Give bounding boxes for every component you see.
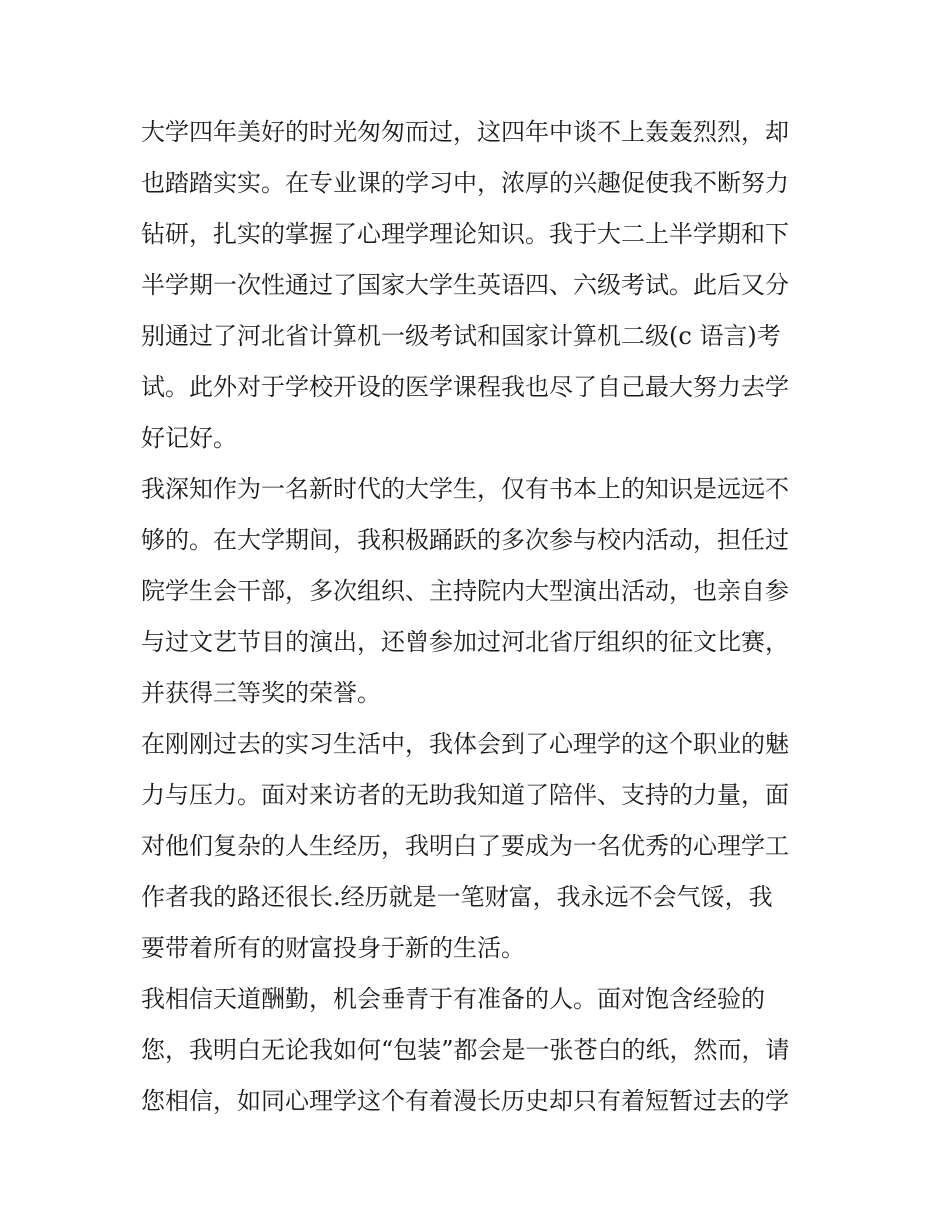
text-line: 在刚刚过去的实习生活中，我体会到了心理学的这个职业的魅 <box>141 730 789 758</box>
text-line: 作者我的路还很长.经历就是一笔财富，我永远不会气馁，我 <box>141 883 773 911</box>
text-line: 要带着所有的财富投身于新的生活。 <box>141 934 525 962</box>
text-line: 钻研，扎实的掌握了心理学理论知识。我于大二上半学期和下 <box>141 220 789 248</box>
text-line: 半学期一次性通过了国家大学生英语四、六级考试。此后又分 <box>141 271 789 299</box>
text-line: 您，我明白无论我如何“包装”都会是一张苍白的纸，然而，请 <box>141 1036 790 1064</box>
text-line: 您相信，如同心理学这个有着漫长历史却只有着短暂过去的学 <box>141 1087 789 1115</box>
paragraph-3 <box>141 719 813 974</box>
text-line: 对他们复杂的人生经历，我明白了要成为一名优秀的心理学工 <box>141 832 789 860</box>
text-line: 试。此外对于学校开设的医学课程我也尽了自己最大努力去学 <box>141 373 789 401</box>
text-line: 与过文艺节目的演出，还曾参加过河北省厅组织的征文比赛， <box>141 628 789 656</box>
text-line: 我相信天道酬勤，机会垂青于有准备的人。面对饱含经验的 <box>141 985 765 1013</box>
text-line: 也踏踏实实。在专业课的学习中，浓厚的兴趣促使我不断努力 <box>141 169 789 197</box>
document-body <box>141 107 813 1127</box>
text-line: 大学四年美好的时光匆匆而过，这四年中谈不上轰轰烈烈，却 <box>141 118 789 146</box>
text-line: 我深知作为一名新时代的大学生，仅有书本上的知识是远远不 <box>141 475 789 503</box>
paragraph-2 <box>141 464 813 719</box>
paragraph-4 <box>141 974 813 1127</box>
text-line: 别通过了河北省计算机一级考试和国家计算机二级(c 语言)考 <box>141 322 781 350</box>
text-line: 力与压力。面对来访者的无助我知道了陪伴、支持的力量，面 <box>141 781 789 809</box>
paragraph-1 <box>141 107 813 464</box>
text-line: 并获得三等奖的荣誉。 <box>141 679 381 707</box>
text-line: 院学生会干部，多次组织、主持院内大型演出活动，也亲自参 <box>141 577 789 605</box>
text-line: 够的。在大学期间，我积极踊跃的多次参与校内活动，担任过 <box>141 526 789 554</box>
text-line: 好记好。 <box>141 424 237 452</box>
